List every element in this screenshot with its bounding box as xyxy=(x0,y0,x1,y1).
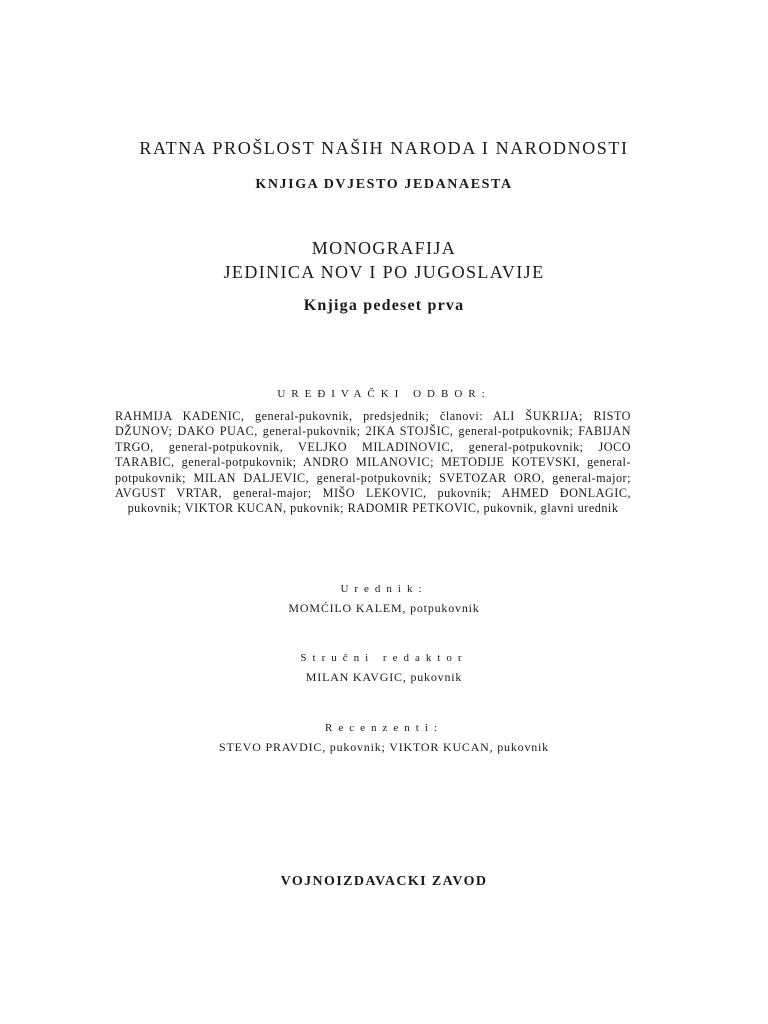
editorial-board-members: RAHMIJA KADENIC, general-pukovnik, predsjednik; članovi: ALI ŠUKRIJA; RISTO DŽUNOV; DAKO PUAC, general-pukovnik; 2IKA STOJŠIC, general-potpukovnik; FABIJAN TRGO, general-potpukovnik, VELJKO MILADINOVIC, general-potpukovnik; JOCO TARABIC, general-potpukovnik; ANDRO MILANOVIC; METODIJE KOTEVSKI, general-potpukovnik; MILAN DALJEVIC, general-potpukovnik; SVETOZAR ORO, general-major; AVGUST VRTAR, general-major; MIŠO LEKOVIC, pukovnik; AHMED ĐONLAGIC, pukovnik; VIKTOR KUCAN, pukovnik; RADOMIR PETKOVIC, pukovnik, glavni urednik xyxy=(115,409,631,516)
publisher-name: VOJNOIZDAVACKI ZAVOD xyxy=(280,874,488,889)
reviewers-names: STEVO PRAVDIC, pukovnik; VIKTOR KUCAN, pukovnik xyxy=(219,740,549,754)
editor-name: MOMĆILO KALEM, potpukovnik xyxy=(288,601,480,615)
volume-label: Knjiga pedeset prva xyxy=(303,297,465,314)
expert-editor-name: MILAN KAVGIC, pukovnik xyxy=(305,670,463,684)
series-title: RATNA PROŠLOST NAŠIH NARODA I NARODNOSTI xyxy=(139,138,629,158)
reviewers-heading: Recenzenti: xyxy=(325,722,443,734)
book-number: KNJIGA DVJESTO JEDANAESTA xyxy=(255,177,513,192)
editorial-board-heading: UREĐIVAČKI ODBOR: xyxy=(277,388,491,400)
expert-editor-heading: Stručni redaktor xyxy=(300,652,468,664)
monograph-subtitle: JEDINICA NOV I PO JUGOSLAVIJE xyxy=(223,262,545,282)
monograph-title: MONOGRAFIJA xyxy=(311,238,457,258)
editor-heading: Urednik: xyxy=(340,583,428,595)
